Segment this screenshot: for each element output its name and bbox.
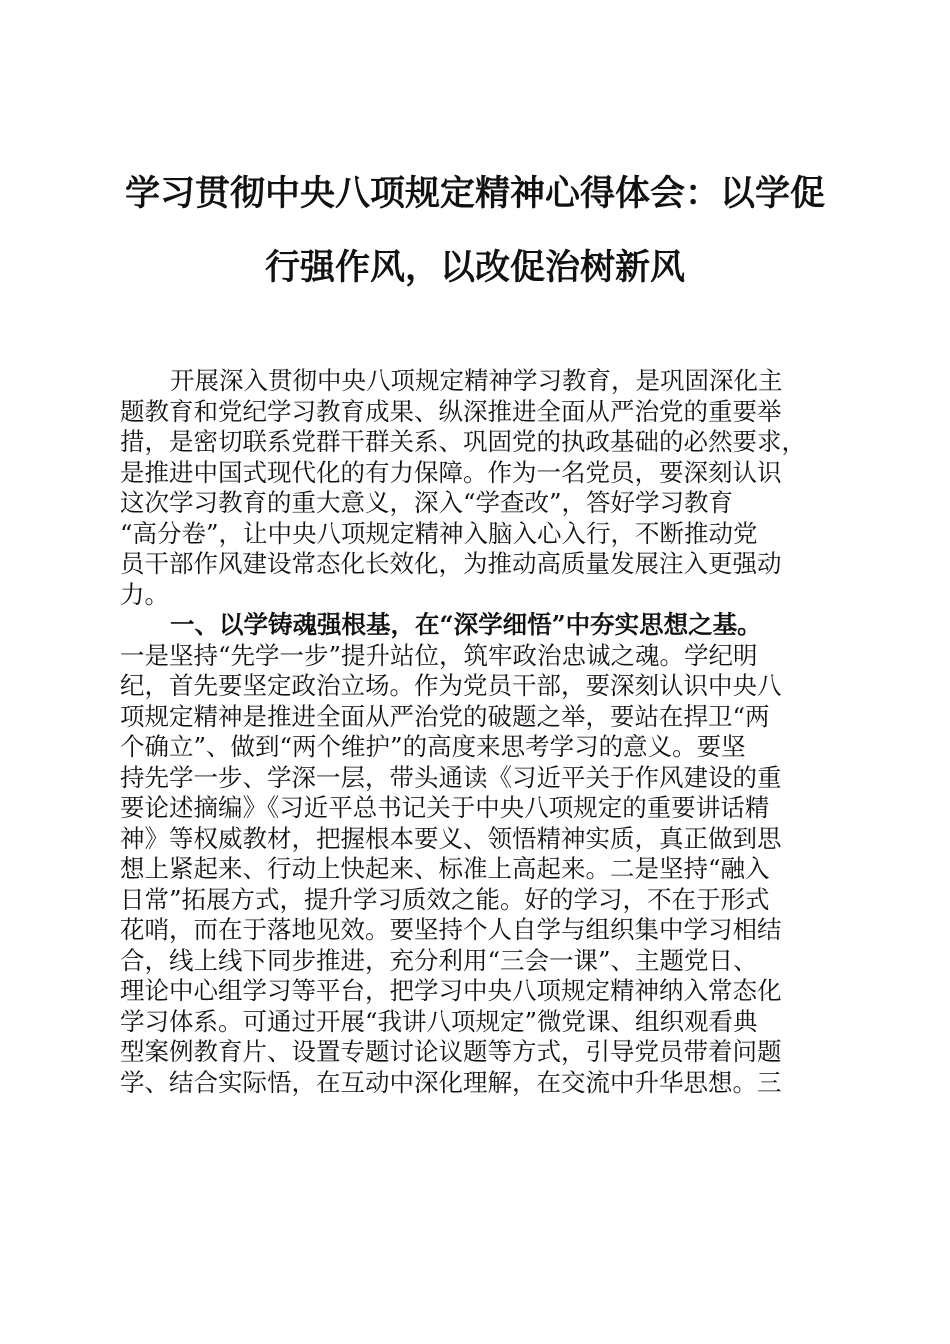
document-body: [120, 366, 840, 1098]
paragraph-1-line: 力。: [120, 579, 169, 609]
section-1-line: 项规定精神是推进全面从严治党的破题之举，要站在捍卫“两: [120, 701, 770, 731]
section-1-line: 个确立”、做到“两个维护”的高度来思考学习的意义。要坚: [120, 732, 746, 761]
section-1-line: 学习体系。可通过开展“我讲八项规定”微党课、组织观看典: [120, 1006, 758, 1036]
paragraph-1-line: 这次学习教育的重大意义，深入“学查改”，答好学习教育: [120, 488, 734, 517]
section-1-line: 一是坚持“先学一步”提升站位，筑牢政治忠诚之魂。学纪明: [120, 640, 758, 670]
section-1-line: 型案例教育片、设置专题讨论议题等方式，引导党员带着问题: [120, 1037, 782, 1066]
paragraph-1-line: 题教育和党纪学习教育成果、纵深推进全面从严治党的重要举: [120, 396, 782, 426]
section-1-line: 合，线上线下同步推进，充分利用“三会一课”、主题党日、: [120, 945, 758, 975]
section-1-line: 纪，首先要坚定政治立场。作为党员干部，要深刻认识中央八: [120, 671, 782, 700]
section-1-line: 要论述摘编》《习近平总书记关于中央八项规定的重要讲话精: [120, 793, 770, 822]
paragraph-1-line: 措，是密切联系党群干群关系、巩固党的执政基础的必然要求，: [120, 427, 806, 456]
paragraph-1-line: “高分卷”，让中央八项规定精神入脑入心入行，不断推动党: [120, 518, 758, 548]
paragraph-1-line: 是推进中国式现代化的有力保障。作为一名党员，要深刻认识: [120, 457, 782, 487]
section-1-line: 神》等权威教材，把握根本要义、领悟精神实质，真正做到思: [120, 823, 782, 853]
document-title-line-1: 学习贯彻中央八项规定精神心得体会：以学促: [124, 173, 825, 214]
section-1-line: 花哨，而在于落地见效。要坚持个人自学与组织集中学习相结: [120, 915, 782, 944]
section-1-line: 学、结合实际悟，在互动中深化理解，在交流中升华思想。三: [120, 1067, 782, 1097]
section-1-line: 持先学一步、学深一层，带头通读《习近平关于作风建设的重: [120, 762, 782, 792]
section-1-line: 想上紧起来、行动上快起来、标准上高起来。二是坚持“融入: [120, 854, 770, 883]
section-1-heading: 一、以学铸魂强根基，在“深学细悟”中夯实思想之基。: [170, 610, 762, 639]
section-1-line: 理论中心组学习等平台，把学习中央八项规定精神纳入常态化: [120, 976, 782, 1005]
paragraph-1-line: 员干部作风建设常态化长效化，为推动高质量发展注入更强动: [120, 549, 782, 578]
section-1-line: 日常”拓展方式，提升学习质效之能。好的学习，不在于形式: [120, 884, 770, 914]
document-title-line-2: 行强作风，以改促治树新风: [264, 247, 685, 288]
paragraph-1-line: 开展深入贯彻中央八项规定精神学习教育，是巩固深化主: [170, 366, 783, 395]
